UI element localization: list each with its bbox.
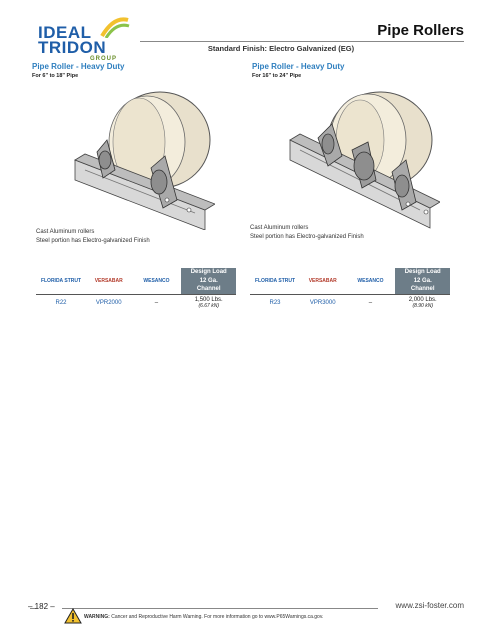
product-2-spec-table	[250, 268, 450, 311]
header-design-load-line1: Design Load	[404, 269, 441, 276]
warning-text: Cancer and Reproductive Harm Warning. For more information go to www.P65Warnings.ca.gov.	[111, 614, 324, 620]
warning-icon	[64, 608, 82, 624]
product-1-name: Pipe Roller - Heavy Duty	[32, 62, 125, 71]
header-florida-strut: FLORIDA STRUT	[250, 268, 300, 295]
cell-versabar-part: VPR3000	[309, 300, 336, 306]
table-row	[36, 295, 236, 312]
page-number-value: 182	[34, 602, 49, 611]
warning-label: WARNING:	[84, 614, 110, 620]
cell-florida-part: R22	[55, 300, 67, 306]
header-wesanco: WESANCO	[131, 268, 181, 295]
page-number: – 182 –	[28, 602, 55, 611]
load-lbs: 2,000 Lbs.	[408, 297, 437, 303]
product-2-image	[280, 80, 440, 230]
cell-design-load	[181, 295, 236, 312]
cell-wesanco-part: –	[154, 300, 159, 306]
load-kn: (8.90 kN)	[412, 303, 433, 309]
header-design-load-line1: Design Load	[190, 269, 227, 276]
header-versabar: VERSABAR	[86, 268, 131, 295]
load-lbs: 1,500 Lbs.	[194, 297, 223, 303]
product-2-name: Pipe Roller - Heavy Duty	[252, 62, 345, 71]
logo-word-group: GROUP	[90, 56, 118, 62]
load-kn: (6.67 kN)	[198, 303, 219, 309]
header-design-load-line2: 12 Ga.	[413, 277, 432, 284]
header-florida-strut: FLORIDA STRUT	[36, 268, 86, 295]
logo-word-tridon: TRIDON	[38, 38, 107, 57]
header-wesanco: WESANCO	[345, 268, 395, 295]
product-1-description	[36, 228, 150, 246]
logo-word-ideal: IDEAL	[38, 23, 92, 42]
logo-arc-icon	[100, 16, 130, 38]
prop65-warning	[84, 614, 323, 620]
table-row	[250, 295, 450, 312]
product-1-desc-line1: Cast Aluminum rollers	[36, 229, 95, 235]
header-design-load-line3: Channel	[410, 286, 435, 293]
header-design-load-line2: 12 Ga.	[199, 277, 218, 284]
product-1-desc-line2: Steel portion has Electro-galvanized Finish	[36, 238, 150, 244]
product-1-range: For 6" to 18" Pipe	[32, 73, 79, 79]
header-design-load	[181, 268, 236, 295]
header-versabar: VERSABAR	[300, 268, 345, 295]
cell-florida-part: R23	[269, 300, 281, 306]
product-1-spec-table	[36, 268, 236, 311]
product-2-desc-line1: Cast Aluminum rollers	[250, 225, 309, 231]
website-link[interactable]: www.zsi-foster.com	[395, 601, 464, 610]
title-divider	[140, 41, 464, 42]
finish-subtitle: Standard Finish: Electro Galvanized (EG)	[207, 44, 355, 53]
product-2-range: For 16" to 24" Pipe	[252, 73, 302, 79]
page-title: Pipe Rollers	[377, 22, 464, 39]
product-1-image	[55, 80, 215, 230]
product-2-description	[250, 224, 364, 242]
header-design-load	[395, 268, 450, 295]
header-design-load-line3: Channel	[196, 286, 221, 293]
table-header-row	[36, 268, 236, 295]
table-header-row	[250, 268, 450, 295]
cell-versabar-part: VPR2000	[95, 300, 122, 306]
cell-wesanco-part: –	[368, 300, 373, 306]
cell-design-load	[395, 295, 450, 312]
product-2-desc-line2: Steel portion has Electro-galvanized Finish	[250, 234, 364, 240]
